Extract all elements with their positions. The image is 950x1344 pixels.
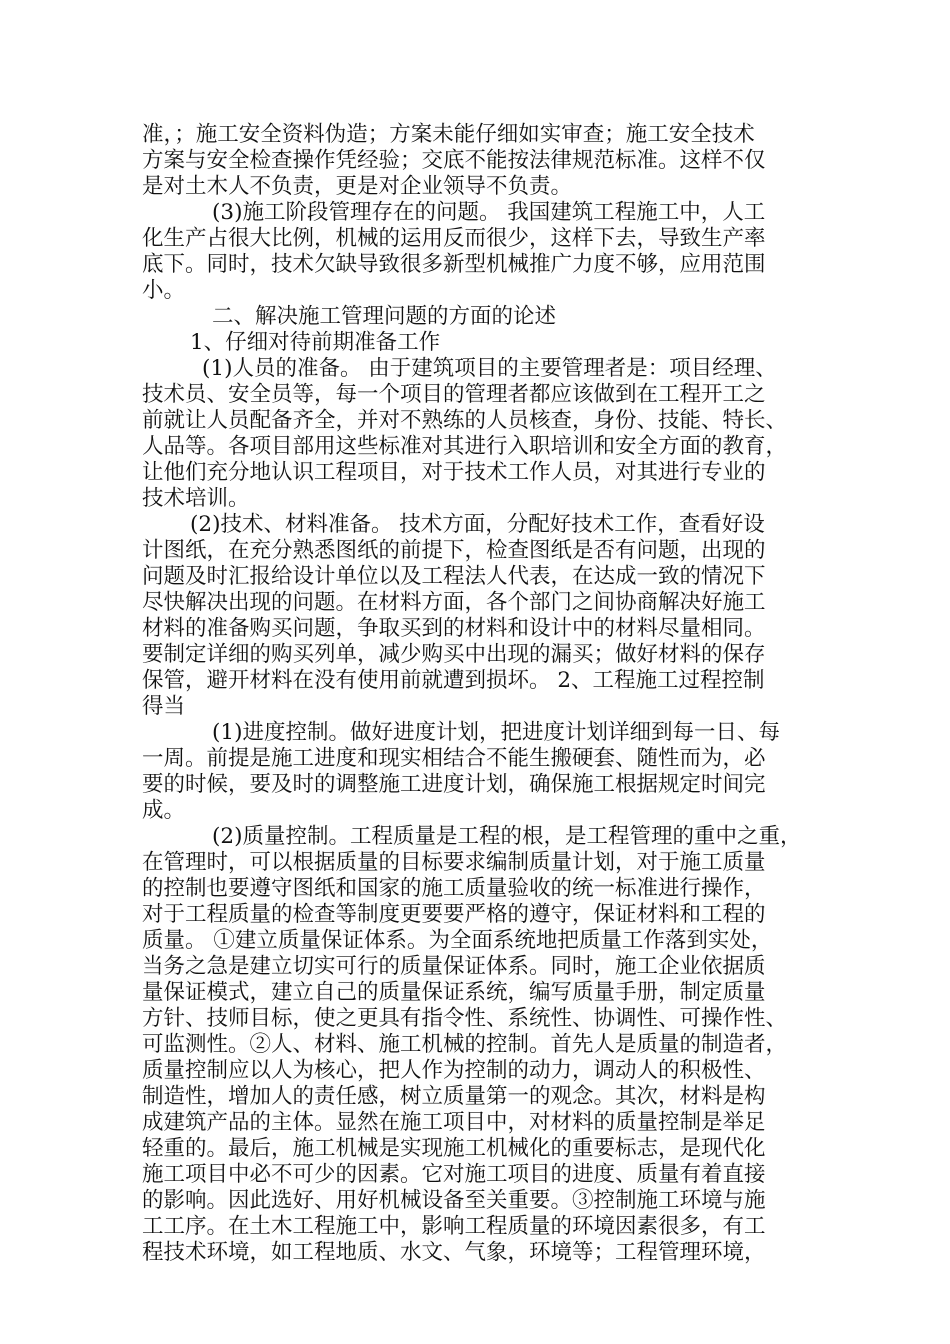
- text-line: 让他们充分地认识工程项目，对于技术工作人员，对其进行专业的: [142, 460, 766, 485]
- text-line: 要制定详细的购买列单，减少购买中出现的漏买；做好材料的保存: [142, 642, 766, 667]
- text-line: 底下。同时，技术欠缺导致很多新型机械推广力度不够，应用范围: [142, 252, 766, 277]
- text-line: 量保证模式，建立自己的质量保证系统，编写质量手册，制定质量: [142, 980, 766, 1005]
- text-line: 技术培训。: [142, 486, 250, 511]
- text-line: 质量控制应以人为核心，把人作为控制的动力，调动人的积极性、: [142, 1058, 766, 1083]
- text-line: 程技术环境，如工程地质、水文、气象，环境等；工程管理环境，: [142, 1240, 766, 1265]
- text-line: (2)技术、材料准备。 技术方面，分配好技术工作，查看好设: [190, 512, 765, 537]
- text-line: 人品等。各项目部用这些标准对其进行入职培训和安全方面的教育，: [142, 434, 788, 459]
- subsection-heading: 1、仔细对待前期准备工作: [190, 330, 441, 355]
- text-line: 技术员、安全员等，每一个项目的管理者都应该做到在工程开工之: [142, 382, 766, 407]
- text-line: 当务之急是建立切实可行的质量保证体系。同时，施工企业依据质: [142, 954, 766, 979]
- text-line: 质量。 ①建立质量保证体系。为全面系统地把质量工作落到实处，: [142, 928, 773, 953]
- text-line: (3)施工阶段管理存在的问题。 我国建筑工程施工中，人工: [212, 200, 766, 225]
- text-line: (2)质量控制。工程质量是工程的根，是工程管理的重中之重，: [212, 824, 802, 849]
- text-line: 材料的准备购买问题，争取买到的材料和设计中的材料尽量相同。: [142, 616, 766, 641]
- text-line: 化生产占很大比例，机械的运用反而很少，这样下去，导致生产率: [142, 226, 766, 251]
- text-line: 计图纸，在充分熟悉图纸的前提下，检查图纸是否有问题，出现的: [142, 538, 766, 563]
- text-line: 小。: [142, 278, 186, 303]
- text-line: 轻重的。最后，施工机械是实现施工机械化的重要标志，是现代化: [142, 1136, 766, 1161]
- text-line: 对于工程质量的检查等制度更要要严格的遵守，保证材料和工程的: [142, 902, 766, 927]
- text-line: 工工序。在土木工程施工中，影响工程质量的环境因素很多，有工: [142, 1214, 766, 1239]
- section-heading: 二、解决施工管理问题的方面的论述: [212, 304, 557, 329]
- text-line: 的影响。因此选好、用好机械设备至关重要。③控制施工环境与施: [142, 1188, 766, 1213]
- text-line: 成。: [142, 798, 186, 823]
- text-line: 准，；施工安全资料伪造；方案未能仔细如实审查；施工安全技术: [142, 122, 755, 147]
- text-line: 方案与安全检查操作凭经验；交底不能按法律规范标准。这样不仅: [142, 148, 766, 173]
- text-line: 一周。前提是施工进度和现实相结合不能生搬硬套、随性而为，必: [142, 746, 766, 771]
- text-line: 问题及时汇报给设计单位以及工程法人代表，在达成一致的情况下: [142, 564, 766, 589]
- text-line: 得当: [142, 694, 186, 719]
- text-line: 的控制也要遵守图纸和国家的施工质量验收的统一标准进行操作，: [142, 876, 766, 901]
- text-line: 方针、技师目标，使之更具有指令性、系统性、协调性、可操作性、: [142, 1006, 788, 1031]
- text-line: 可监测性。②人、材料、施工机械的控制。首先人是质量的制造者，: [142, 1032, 788, 1057]
- text-line: 是对土木人不负责，更是对企业领导不负责。: [142, 174, 573, 199]
- text-line: 前就让人员配备齐全，并对不熟练的人员核查，身份、技能、特长、: [142, 408, 788, 433]
- text-line: 尽快解决出现的问题。在材料方面，各个部门之间协商解决好施工: [142, 590, 766, 615]
- text-line: 在管理时，可以根据质量的目标要求编制质量计划，对于施工质量: [142, 850, 766, 875]
- text-line: 施工项目中必不可少的因素。它对施工项目的进度、质量有着直接: [142, 1162, 766, 1187]
- text-line: 成建筑产品的主体。显然在施工项目中，对材料的质量控制是举足: [142, 1110, 766, 1135]
- text-line: (1)进度控制。做好进度计划，把进度计划详细到每一日、每: [212, 720, 780, 745]
- text-line: (1)人员的准备。 由于建筑项目的主要管理者是：项目经理、: [202, 356, 777, 381]
- text-line: 保管，避开材料在没有使用前就遭到损坏。 2、工程施工过程控制: [142, 668, 765, 693]
- text-line: 制造性，增加人的责任感，树立质量第一的观念。其次，材料是构: [142, 1084, 766, 1109]
- text-line: 要的时候，要及时的调整施工进度计划，确保施工根据规定时间完: [142, 772, 766, 797]
